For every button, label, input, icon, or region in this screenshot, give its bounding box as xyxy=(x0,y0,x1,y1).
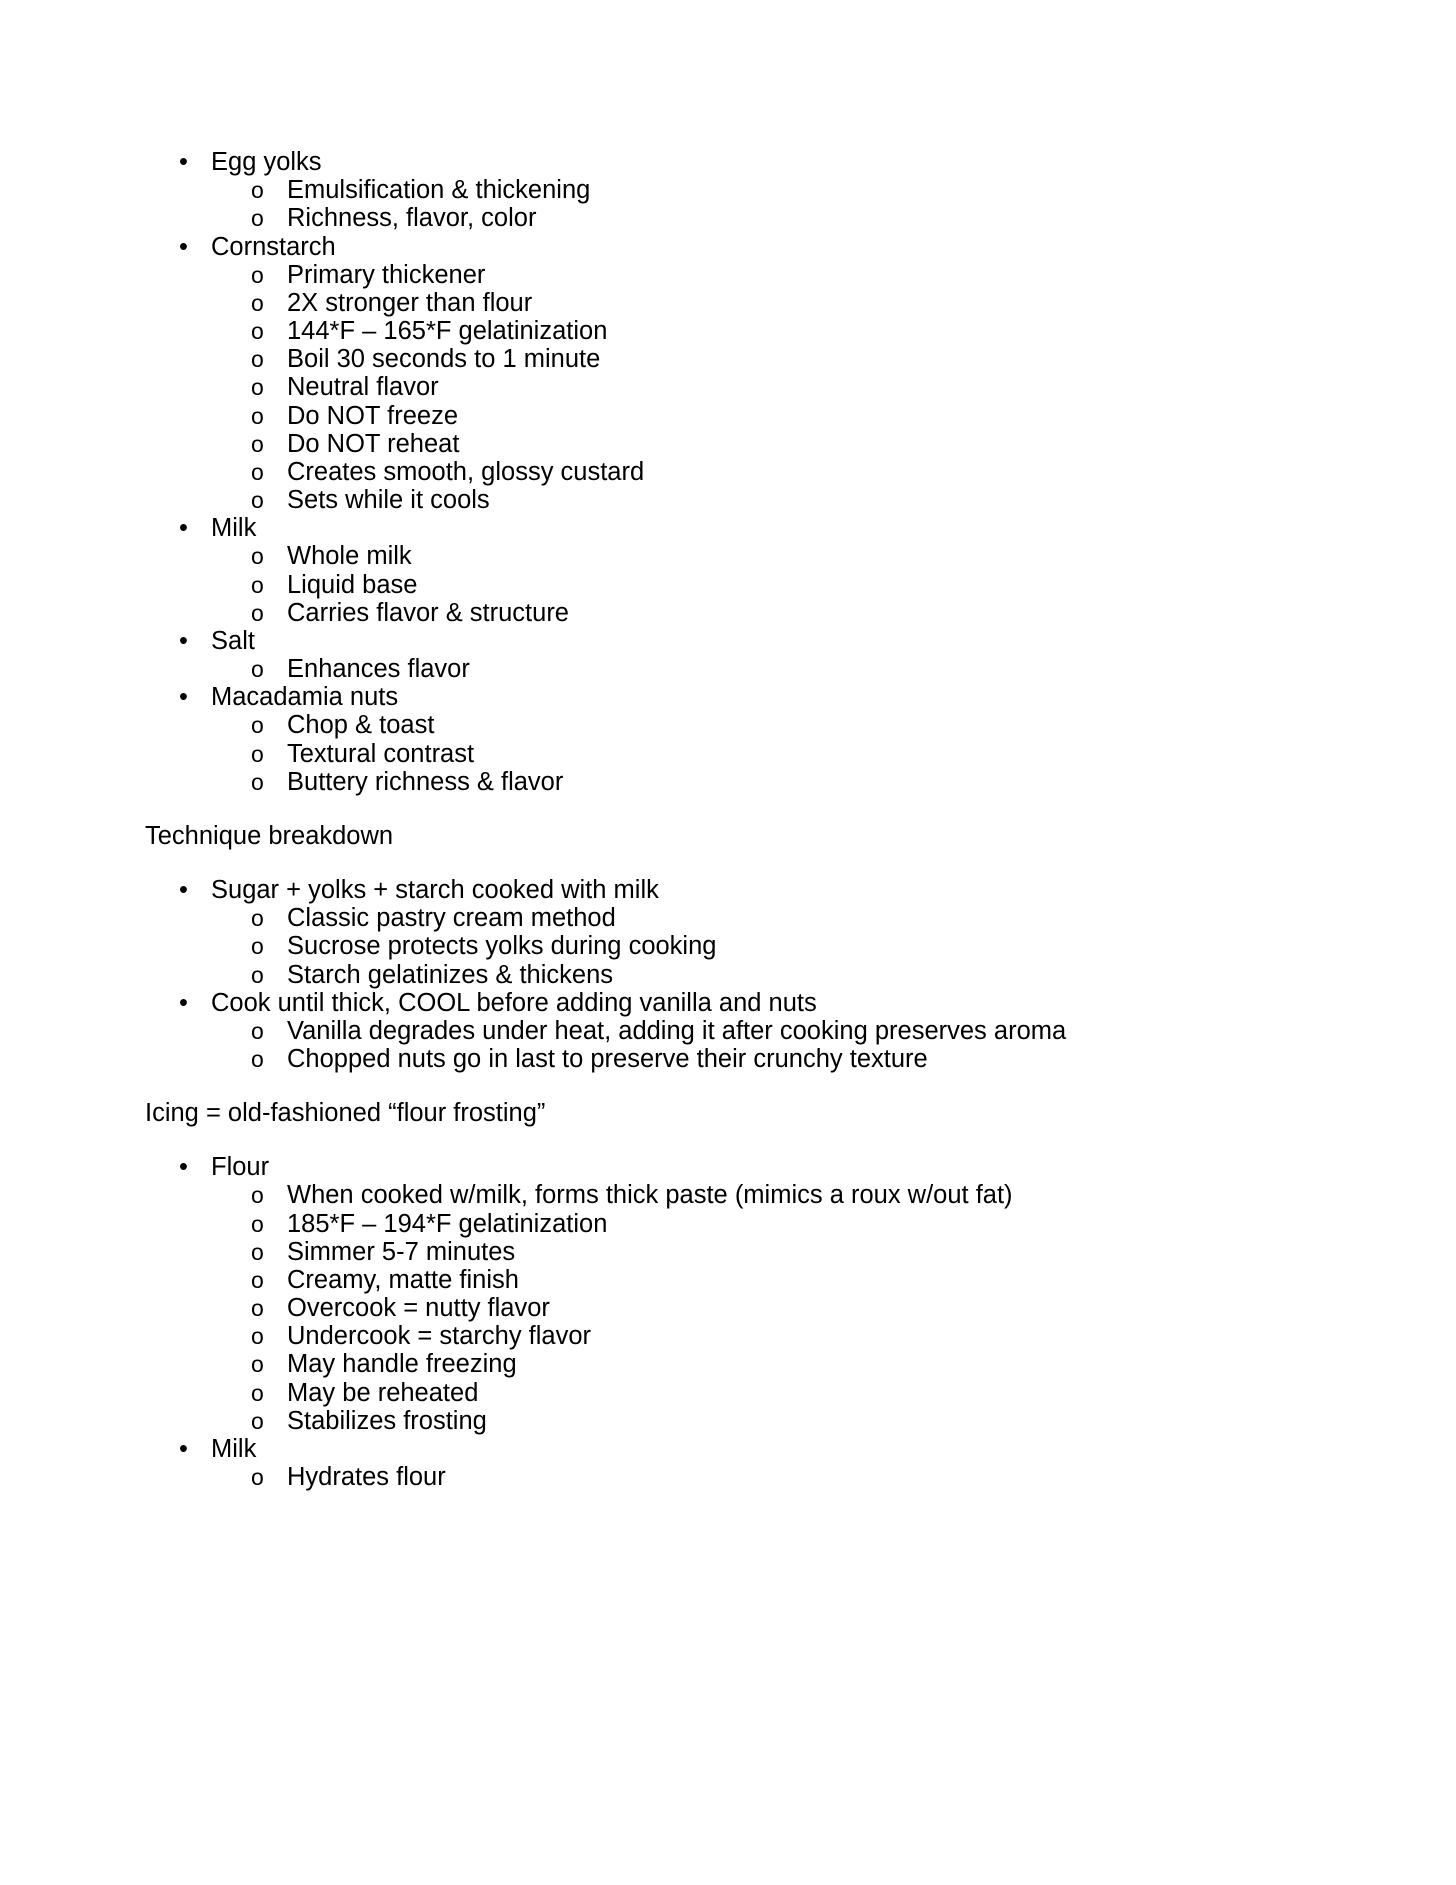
sub-list-item xyxy=(211,289,1336,317)
bullet-circle-icon: o xyxy=(251,458,264,485)
bullet-circle-icon: o xyxy=(251,961,264,988)
list-item xyxy=(145,683,1336,796)
bullet-circle-icon: o xyxy=(251,933,264,960)
sub-list-item xyxy=(211,655,1336,683)
list-item-label: Cornstarch xyxy=(211,232,336,261)
bullet-circle-icon: o xyxy=(251,402,264,429)
bullet-circle-icon: o xyxy=(251,289,264,316)
bullet-circle-icon: o xyxy=(251,905,264,932)
sub-list-item xyxy=(211,740,1336,768)
bullet-circle-icon: o xyxy=(251,1210,264,1237)
bullet-circle-icon: o xyxy=(251,1182,264,1209)
sub-list-item xyxy=(211,542,1336,570)
bullet-list xyxy=(145,148,1336,796)
sub-list-item xyxy=(211,204,1336,232)
sub-list-item xyxy=(211,1379,1336,1407)
sub-list-item xyxy=(211,430,1336,458)
sub-bullet-list xyxy=(211,1463,1336,1491)
list-item-label: Sugar + yolks + starch cooked with milk xyxy=(211,876,659,904)
bullet-circle-icon: o xyxy=(251,1379,264,1406)
sub-list-item xyxy=(211,1017,1336,1045)
sub-list-item xyxy=(211,961,1336,989)
sub-list-item-label: Chop & toast xyxy=(287,711,435,740)
bullet-dot-icon: • xyxy=(179,148,188,176)
sub-list-item xyxy=(211,1210,1336,1238)
sub-list-item xyxy=(211,1266,1336,1294)
sub-list-item-label: May handle freezing xyxy=(287,1350,517,1379)
list-item xyxy=(145,627,1336,683)
section-heading: Icing = old-fashioned “flour frosting” xyxy=(145,1099,546,1128)
list-item xyxy=(145,1435,1336,1491)
sub-list-item-label: When cooked w/milk, forms thick paste (mimics a roux w/out fat) xyxy=(287,1181,1013,1210)
sub-list-item-label: 185*F – 194*F gelatinization xyxy=(287,1209,608,1238)
document-body xyxy=(145,148,1336,1491)
sub-list-item-label: Textural contrast xyxy=(287,739,475,768)
bullet-circle-icon: o xyxy=(251,1295,264,1322)
bullet-circle-icon: o xyxy=(251,1266,264,1293)
bullet-dot-icon: • xyxy=(179,988,188,1017)
block-spacer xyxy=(145,796,1336,822)
sub-list-item xyxy=(211,904,1336,932)
bullet-dot-icon: • xyxy=(179,626,188,655)
list-item xyxy=(145,233,1336,515)
list-item-label: Milk xyxy=(211,514,257,543)
bullet-circle-icon: o xyxy=(251,1238,264,1265)
bullet-circle-icon: o xyxy=(251,1464,264,1491)
section-heading: Technique breakdown xyxy=(145,821,394,850)
list-item-label: Flour xyxy=(211,1153,270,1182)
sub-list-item-label: Undercook = starchy flavor xyxy=(287,1322,592,1351)
sub-list-item xyxy=(211,1045,1336,1073)
bullet-dot-icon: • xyxy=(179,514,188,543)
bullet-circle-icon: o xyxy=(251,261,264,288)
sub-list-item xyxy=(211,1238,1336,1266)
sub-list-item-label: Simmer 5-7 minutes xyxy=(287,1237,516,1266)
sub-list-item-label: Classic pastry cream method xyxy=(287,904,616,933)
sub-list-item-label: Creates smooth, glossy custard xyxy=(287,457,645,486)
sub-list-item-label: Richness, flavor, color xyxy=(287,204,537,233)
bullet-circle-icon: o xyxy=(251,487,264,514)
list-item xyxy=(145,989,1336,1074)
bullet-list xyxy=(145,876,1336,1073)
sub-list-item-label: Do NOT reheat xyxy=(287,429,460,458)
sub-list-item-label: May be reheated xyxy=(287,1378,479,1407)
sub-list-item xyxy=(211,599,1336,627)
bullet-circle-icon: o xyxy=(251,768,264,795)
sub-list-item-label: Carries flavor & structure xyxy=(287,598,569,627)
sub-bullet-list xyxy=(211,1017,1336,1073)
sub-list-item-label: Stabilizes frosting xyxy=(287,1406,487,1435)
list-item-label: Salt xyxy=(211,626,255,655)
bullet-dot-icon: • xyxy=(179,876,188,904)
sub-list-item-label: Whole milk xyxy=(287,542,412,571)
sub-list-item xyxy=(211,1294,1336,1322)
bullet-circle-icon: o xyxy=(251,205,264,232)
sub-list-item-label: Do NOT freeze xyxy=(287,401,459,430)
sub-list-item xyxy=(211,932,1336,960)
bullet-circle-icon: o xyxy=(251,1017,264,1044)
block-spacer xyxy=(145,1127,1336,1153)
sub-list-item-label: 144*F – 165*F gelatinization xyxy=(287,317,608,346)
list-item-label: Macadamia nuts xyxy=(211,683,399,712)
sub-list-item xyxy=(211,1407,1336,1435)
bullet-circle-icon: o xyxy=(251,430,264,457)
sub-bullet-list xyxy=(211,176,1336,232)
bullet-circle-icon: o xyxy=(251,1407,264,1434)
sub-list-item xyxy=(211,317,1336,345)
sub-list-item xyxy=(211,373,1336,401)
bullet-dot-icon: • xyxy=(179,232,188,261)
sub-list-item xyxy=(211,458,1336,486)
sub-list-item-label: Hydrates flour xyxy=(287,1463,446,1492)
list-item-label: Cook until thick, COOL before adding vanilla and nuts xyxy=(211,988,817,1017)
sub-list-item xyxy=(211,402,1336,430)
list-item-label: Egg yolks xyxy=(211,148,322,176)
sub-list-item-label: 2X stronger than flour xyxy=(287,288,533,317)
sub-list-item-label: Vanilla degrades under heat, adding it after cooking preserves aroma xyxy=(287,1016,1067,1045)
bullet-dot-icon: • xyxy=(179,683,188,712)
list-item xyxy=(145,876,1336,989)
bullet-circle-icon: o xyxy=(251,177,264,204)
bullet-list xyxy=(145,1153,1336,1491)
sub-list-item-label: Sucrose protects yolks during cooking xyxy=(287,932,717,961)
bullet-circle-icon: o xyxy=(251,1351,264,1378)
bullet-dot-icon: • xyxy=(179,1153,188,1182)
bullet-circle-icon: o xyxy=(251,543,264,570)
list-item-label: Milk xyxy=(211,1434,257,1463)
bullet-circle-icon: o xyxy=(251,374,264,401)
bullet-circle-icon: o xyxy=(251,740,264,767)
sub-list-item xyxy=(211,1350,1336,1378)
sub-bullet-list xyxy=(211,1181,1336,1435)
sub-list-item xyxy=(211,1463,1336,1491)
bullet-circle-icon: o xyxy=(251,571,264,598)
block-spacer xyxy=(145,1073,1336,1099)
sub-list-item-label: Chopped nuts go in last to preserve their crunchy texture xyxy=(287,1045,928,1074)
sub-list-item xyxy=(211,261,1336,289)
list-item xyxy=(145,148,1336,233)
bullet-circle-icon: o xyxy=(251,318,264,345)
sub-list-item-label: Primary thickener xyxy=(287,260,486,289)
sub-bullet-list xyxy=(211,655,1336,683)
sub-list-item-label: Buttery richness & flavor xyxy=(287,767,564,796)
bullet-circle-icon: o xyxy=(251,656,264,683)
sub-list-item xyxy=(211,1181,1336,1209)
sub-list-item-label: Emulsification & thickening xyxy=(287,176,591,205)
sub-list-item xyxy=(211,711,1336,739)
block-spacer xyxy=(145,850,1336,876)
sub-list-item-label: Boil 30 seconds to 1 minute xyxy=(287,345,601,374)
sub-bullet-list xyxy=(211,542,1336,627)
sub-list-item-label: Overcook = nutty flavor xyxy=(287,1294,550,1323)
sub-list-item-label: Sets while it cools xyxy=(287,486,490,515)
list-item xyxy=(145,514,1336,627)
bullet-circle-icon: o xyxy=(251,599,264,626)
sub-list-item xyxy=(211,1322,1336,1350)
bullet-circle-icon: o xyxy=(251,1046,264,1073)
sub-list-item xyxy=(211,571,1336,599)
sub-list-item-label: Liquid base xyxy=(287,570,418,599)
sub-list-item-label: Creamy, matte finish xyxy=(287,1265,519,1294)
sub-list-item-label: Starch gelatinizes & thickens xyxy=(287,960,613,989)
bullet-circle-icon: o xyxy=(251,346,264,373)
sub-list-item-label: Neutral flavor xyxy=(287,373,439,402)
list-item xyxy=(145,1153,1336,1435)
bullet-circle-icon: o xyxy=(251,1323,264,1350)
sub-list-item xyxy=(211,176,1336,204)
sub-bullet-list xyxy=(211,261,1336,515)
sub-list-item xyxy=(211,486,1336,514)
bullet-dot-icon: • xyxy=(179,1434,188,1463)
sub-bullet-list xyxy=(211,904,1336,989)
bullet-circle-icon: o xyxy=(251,712,264,739)
sub-list-item xyxy=(211,345,1336,373)
sub-list-item xyxy=(211,768,1336,796)
sub-bullet-list xyxy=(211,711,1336,796)
sub-list-item-label: Enhances flavor xyxy=(287,655,470,684)
